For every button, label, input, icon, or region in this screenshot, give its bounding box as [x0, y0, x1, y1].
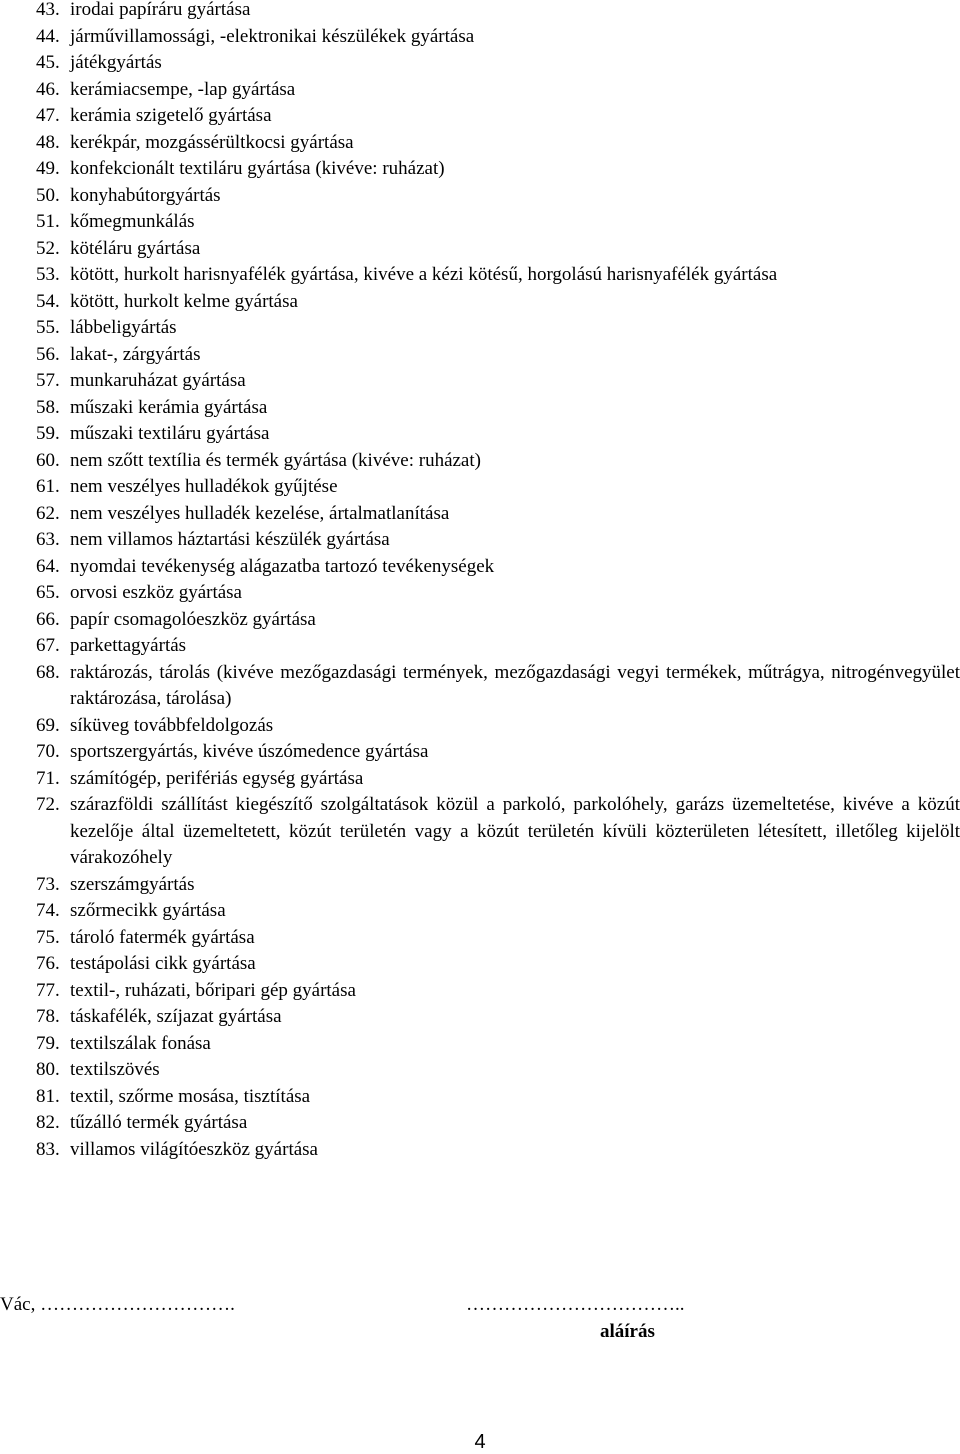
list-item-text: papír csomagolóeszköz gyártása — [70, 608, 316, 630]
list-item — [36, 183, 960, 210]
list-item-number: 57. — [36, 370, 60, 391]
list-item-number: 81. — [36, 1085, 60, 1107]
list-item-number: 69. — [36, 714, 60, 736]
list-item-text: kötött, hurkolt harisnyafélék gyártása, kivéve a kézi kötésű, horgolású harisnyafélék gyártása — [70, 264, 778, 285]
list-item — [36, 501, 960, 528]
list-item — [36, 633, 960, 660]
list-item-text: műszaki textiláru gyártása — [70, 423, 270, 444]
list-item-text: nem veszélyes hulladékok gyűjtése — [70, 476, 338, 497]
list-item-text: játékgyártás — [70, 52, 162, 73]
page-number: 4 — [474, 1431, 486, 1453]
list-item-number: 53. — [36, 264, 60, 285]
list-item — [36, 1110, 960, 1137]
list-item-text: orvosi eszköz gyártása — [70, 582, 242, 603]
list-item-number: 71. — [36, 767, 60, 789]
list-item-text: kerámiacsempe, -lap gyártása — [70, 78, 296, 100]
list-item-number: 46. — [36, 78, 60, 100]
list-item — [36, 713, 960, 740]
list-item-number: 82. — [36, 1112, 60, 1133]
list-item-number: 43. — [36, 0, 60, 20]
list-item-text: lakat-, zárgyártás — [70, 343, 201, 365]
list-item-number: 66. — [36, 608, 60, 630]
list-item — [36, 792, 960, 872]
list-item-text: textilszálak fonása — [70, 1032, 211, 1054]
list-item-text: szerszámgyártás — [70, 873, 195, 895]
list-item-text: műszaki kerámia gyártása — [70, 396, 268, 418]
list-item-text: síküveg továbbfeldolgozás — [70, 714, 274, 736]
list-item-text: konyhabútorgyártás — [70, 184, 221, 206]
list-item-number: 79. — [36, 1032, 60, 1054]
list-item-text: tároló fatermék gyártása — [70, 926, 255, 948]
list-item-text: kőmegmunkálás — [70, 211, 195, 232]
list-item — [36, 951, 960, 978]
list-item-text: tűzálló termék gyártása — [70, 1112, 248, 1133]
list-item-number: 74. — [36, 900, 60, 921]
list-item-number: 50. — [36, 184, 60, 206]
list-item-text: textil, szőrme mosása, tisztítása — [70, 1085, 311, 1107]
list-item — [36, 898, 960, 925]
list-item-text: konfekcionált textiláru gyártása (kivéve: ruházat) — [70, 158, 445, 179]
list-item — [36, 421, 960, 448]
list-item-text: lábbeligyártás — [70, 317, 177, 338]
list-item-text: munkaruházat gyártása — [70, 370, 246, 391]
list-item — [36, 395, 960, 422]
list-item — [36, 50, 960, 77]
list-item — [36, 660, 960, 713]
list-item-number: 78. — [36, 1006, 60, 1027]
list-item-number: 44. — [36, 25, 60, 47]
list-item — [36, 209, 960, 236]
list-item — [36, 1004, 960, 1031]
list-item-text: textilszövés — [70, 1059, 160, 1080]
list-item-number: 77. — [36, 979, 60, 1001]
list-item-text: táskafélék, szíjazat gyártása — [70, 1006, 282, 1027]
activity-list — [36, 0, 960, 1163]
list-item-text: nem veszélyes hulladék kezelése, ártalmatlanítása — [70, 502, 450, 524]
list-item-number: 70. — [36, 741, 60, 762]
list-item — [36, 978, 960, 1005]
list-item — [36, 872, 960, 899]
list-item — [36, 1137, 960, 1164]
list-item-number: 67. — [36, 635, 60, 656]
place-date-line: Vác, …………………………. — [0, 1294, 235, 1315]
list-item-text: kerámia szigetelő gyártása — [70, 105, 272, 126]
list-item — [36, 130, 960, 157]
list-item-number: 48. — [36, 131, 60, 153]
list-item — [36, 1084, 960, 1111]
list-item-number: 73. — [36, 873, 60, 895]
list-item-number: 68. — [36, 661, 60, 683]
list-item-text: járművillamossági, -elektronikai készülékek gyártása — [70, 25, 475, 47]
list-item-number: 49. — [36, 158, 60, 179]
list-item-number: 55. — [36, 317, 60, 338]
list-item — [36, 607, 960, 634]
list-item — [36, 156, 960, 183]
list-item-text: sportszergyártás, kivéve úszómedence gyártása — [70, 741, 429, 762]
list-item-text: kerékpár, mozgássérültkocsi gyártása — [70, 131, 354, 153]
list-item — [36, 580, 960, 607]
list-item-number: 80. — [36, 1059, 60, 1080]
list-item-number: 62. — [36, 502, 60, 524]
list-item-text: szőrmecikk gyártása — [70, 900, 226, 921]
list-item-text: nem szőtt textília és termék gyártása (kivéve: ruházat) — [70, 449, 481, 471]
list-item — [36, 448, 960, 475]
list-item — [36, 262, 960, 289]
list-item-number: 52. — [36, 237, 60, 259]
list-item — [36, 77, 960, 104]
list-item — [36, 1031, 960, 1058]
list-item-number: 75. — [36, 926, 60, 948]
list-item-number: 56. — [36, 343, 60, 365]
list-item-text: nyomdai tevékenység alágazatba tartozó tevékenységek — [70, 555, 495, 577]
list-item-number: 61. — [36, 476, 60, 497]
list-item — [36, 554, 960, 581]
list-item-number: 51. — [36, 211, 60, 232]
list-item — [36, 474, 960, 501]
list-item-text: parkettagyártás — [70, 635, 187, 656]
signature-label: aláírás — [600, 1321, 655, 1342]
list-item-number: 59. — [36, 423, 60, 444]
list-item-text: testápolási cikk gyártása — [70, 953, 256, 974]
list-item-number: 60. — [36, 449, 60, 471]
list-item — [36, 739, 960, 766]
list-item-number: 63. — [36, 529, 60, 550]
list-item-number: 47. — [36, 105, 60, 126]
list-item-number: 54. — [36, 290, 60, 312]
list-item — [36, 368, 960, 395]
list-item-number: 45. — [36, 52, 60, 73]
list-item-number: 72. — [36, 794, 60, 815]
list-item-text: nem villamos háztartási készülék gyártása — [70, 529, 390, 550]
list-item — [36, 24, 960, 51]
list-item — [36, 925, 960, 952]
signature-line: …………………………….. — [466, 1294, 685, 1315]
list-item — [36, 315, 960, 342]
list-item — [36, 342, 960, 369]
list-item-text: kötött, hurkolt kelme gyártása — [70, 290, 298, 312]
list-item-text: irodai papíráru gyártása — [70, 0, 251, 20]
list-item-text: szárazföldi szállítást kiegészítő szolgáltatások közül a parkoló, parkolóhely, garázs üzemeltetése, kivéve a közút kezelője által üzemeltetett, közút területén vagy a közút területén kívüli közterületen létesített, illetőleg kijelölt várakozóhely — [70, 794, 960, 868]
list-item-number: 76. — [36, 953, 60, 974]
list-item-number: 65. — [36, 582, 60, 603]
list-item — [36, 766, 960, 793]
list-item — [36, 527, 960, 554]
list-item-number: 58. — [36, 396, 60, 418]
list-item-text: számítógép, perifériás egység gyártása — [70, 767, 364, 789]
list-item-text: villamos világítóeszköz gyártása — [70, 1138, 318, 1160]
list-item — [36, 289, 960, 316]
list-item-number: 83. — [36, 1138, 60, 1160]
list-item-text: kötéláru gyártása — [70, 237, 201, 259]
list-item-text: raktározás, tárolás (kivéve mezőgazdasági termények, mezőgazdasági vegyi termékek, műtrágya, nitrogénvegyület raktározása, tárolása) — [70, 661, 960, 709]
list-item-number: 64. — [36, 555, 60, 577]
list-item-text: textil-, ruházati, bőripari gép gyártása — [70, 979, 356, 1001]
list-item — [36, 1057, 960, 1084]
list-item — [36, 103, 960, 130]
list-item — [36, 236, 960, 263]
list-item — [36, 0, 960, 24]
